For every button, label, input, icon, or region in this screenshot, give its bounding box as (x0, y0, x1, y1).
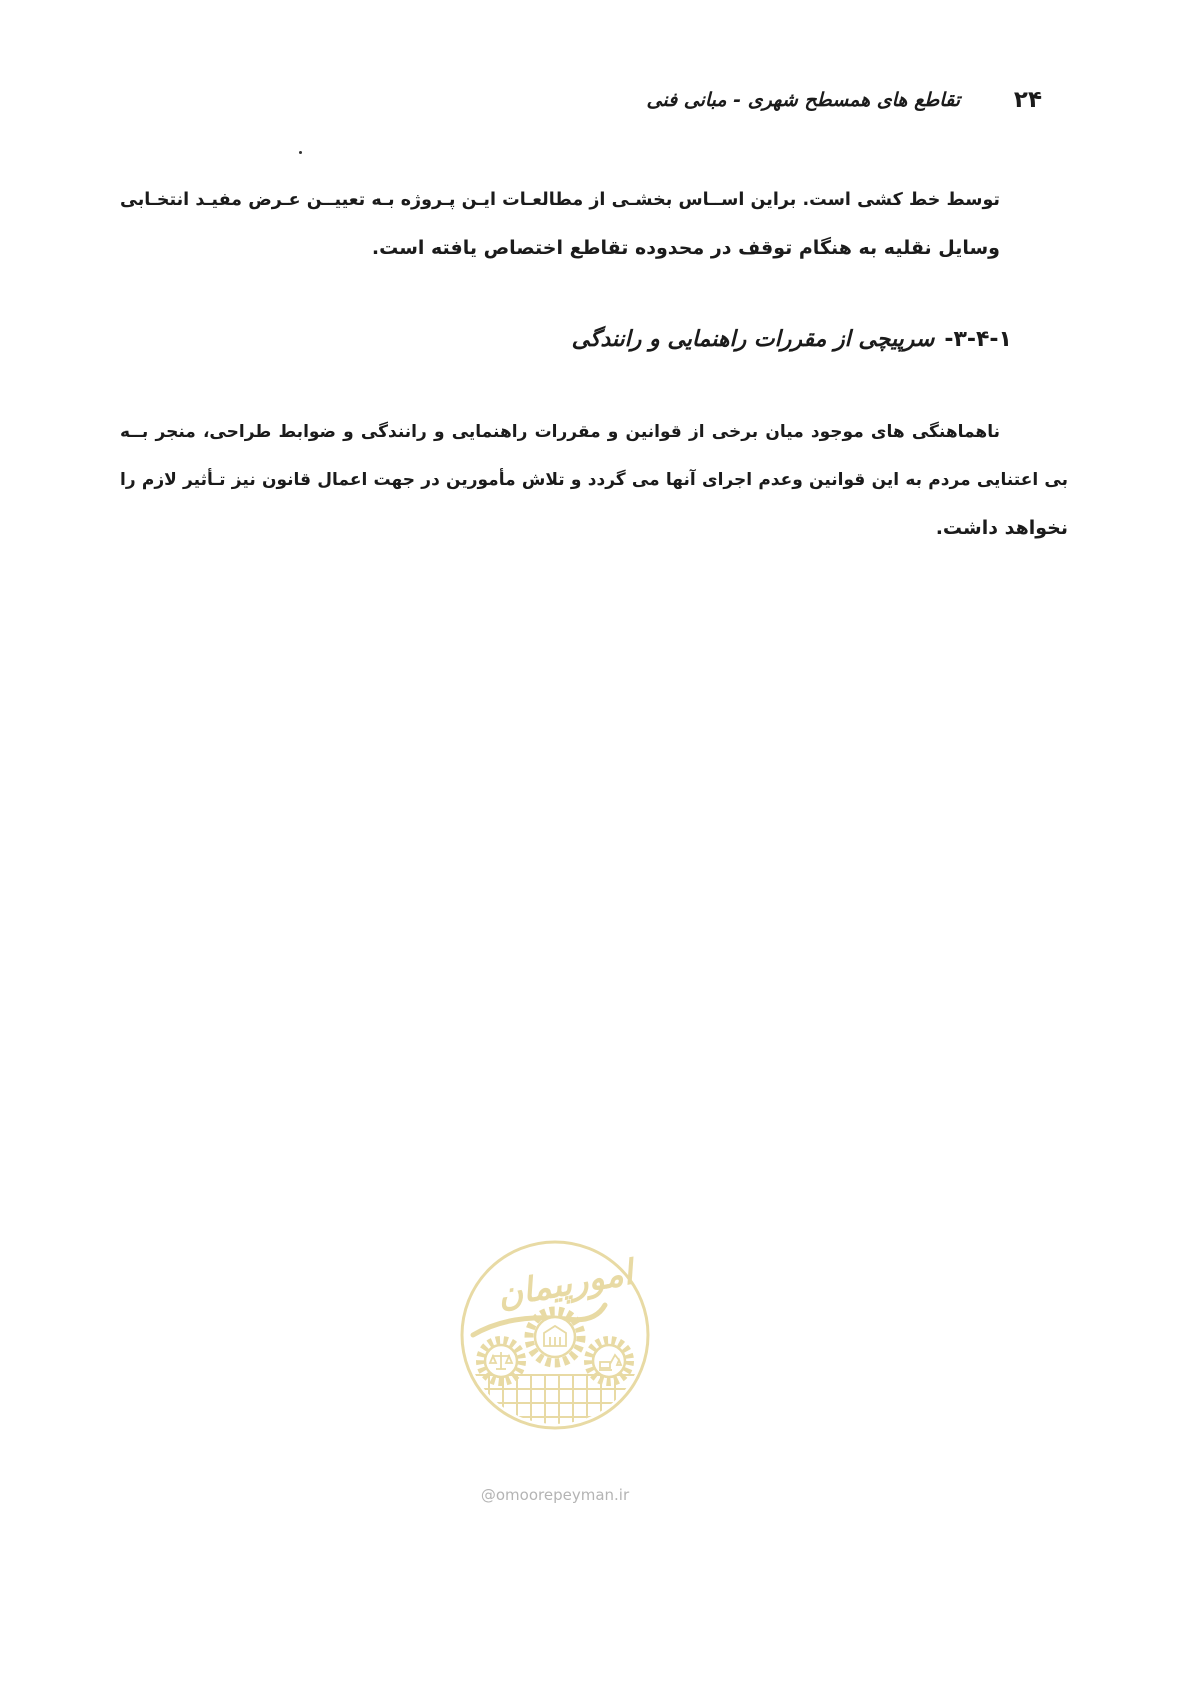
watermark-logo (455, 1235, 655, 1435)
gear-icon (588, 1340, 630, 1382)
running-title: تقاطع های همسطح شهری - مبانی فنی (646, 89, 960, 111)
paragraph-line: وسایل نقلیه به هنگام توقف در محدوده تقاطع اختصاص یافته است. (371, 237, 1000, 259)
section-number: ۱-۴-۳- (944, 327, 1012, 352)
scan-speck (299, 151, 302, 154)
paragraph (120, 408, 1068, 552)
paragraph-line: نخواهد داشت. (935, 517, 1068, 539)
section-title: سرپیچی از مقررات راهنمایی و رانندگی (571, 327, 935, 352)
section-heading (572, 316, 1012, 364)
paragraph-line: ناهماهنگی های موجود میان برخی از قوانین و مقررات راهنمایی و رانندگی و ضوابط طراحی، منجر بــه (120, 422, 1000, 442)
paragraph-line: بی اعتنایی مردم به این قوانین وعدم اجرای آنها می گردد و تلاش مأمورین در جهت اعمال قانون نیز تـأثیر لازم را (120, 470, 1068, 490)
gear-icon (480, 1340, 522, 1382)
logo-text: امورپیمان (494, 1252, 636, 1316)
watermark-handle: @omoorepeyman.ir (480, 1486, 630, 1504)
paragraph (120, 176, 1000, 272)
paragraph-line: توسط خط کشی است. براین اســاس بخشـی از مطالعـات ایـن پـروژه بـه تعییــن عـرض مفیـد انتخـابی (120, 190, 1000, 210)
page-number: ۲۴ (1013, 87, 1042, 113)
